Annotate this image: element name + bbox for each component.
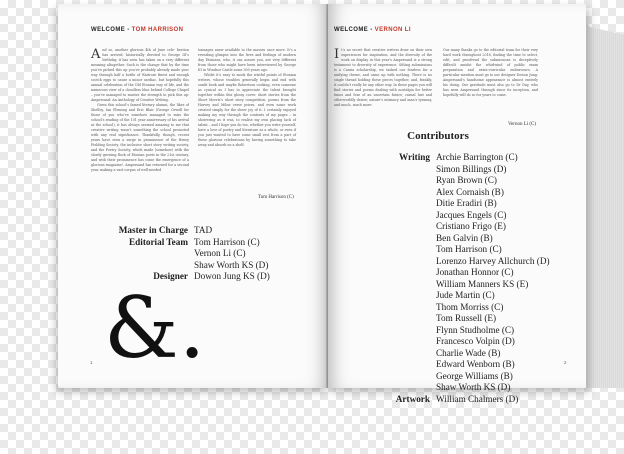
contributor-name: Ben Galvin (B) (436, 232, 493, 243)
contributor-name: Francesco Volpin (D) (436, 336, 515, 346)
contributor-name: Jonathan Honnor (C) (436, 267, 514, 277)
masthead-credits (78, 225, 318, 283)
contributor-name: William Chalmers (D) (436, 393, 519, 404)
ampersand-logo: &. (104, 279, 206, 377)
contributor-name: George Williams (B) (436, 370, 513, 381)
contributor-name: William Manners KS (E) (436, 278, 529, 289)
credit-names (194, 225, 318, 237)
contributor-name: Archie Barrington (C) (436, 152, 518, 162)
page-number-left: 1 (90, 360, 93, 365)
contributor-name: Tom Harrison (C) (436, 244, 502, 254)
credit-role: Designer (153, 271, 188, 281)
left-col2-para-2: Whilst it’s easy to mock the wistful points of Etonian writers, whose troubles generally begin and end with sunlit book and maybe Robertson cooking, even someone as cynical as I has to appreciate the talent brought together within this glossy cover: short stories from the Short Morris’s short story competition, poems from the Harvey and Milne verse prizes, and even some work created simply for the sheer joy of it. I certainly enjoyed making my way through the contents of my pages – in showering as it was, to realise my own placing lack of talent – and I hope you do too, whether you write yourself, have a love of poetry and literature as a whole, or even if you just wanted to have some small rest from a part of these glorious celebrations by having something to take away and absorb on a shelf. (198, 73, 296, 147)
contributor-name: Ditie Eradiri (B) (436, 198, 497, 208)
credit-role: Master in Charge (118, 225, 188, 235)
left-header-author: TOM HARRISON (131, 27, 184, 33)
right-dropcap: I (334, 47, 340, 62)
credit-row-master (78, 225, 318, 237)
contributors-title: Contributors (407, 130, 469, 142)
right-column-1 (334, 48, 432, 108)
contributor-name: Ryan Brown (C) (436, 175, 497, 185)
right-signature: Vernon Li (C) (508, 122, 537, 127)
left-dropcap: A (91, 47, 101, 62)
right-header-author: VERNON LI (374, 27, 411, 33)
contributor-name: Cristiano Frigo (E) (436, 221, 506, 231)
contrib-row-artwork (334, 394, 584, 406)
left-col2-para-1: tonnages anew available to the masses once more. It’s a revealing glimpse into the lives and feelings of modern day Etonians, who, it can assure you, are very different from those who might have been interviewed by George III in Windsor Castle some 300 years ago. (198, 48, 296, 72)
left-column-1 (91, 48, 189, 173)
right-header-prefix: WELCOME - (334, 27, 375, 33)
left-col1-para-2: Given this school’s famed literary alumni, the likes of Shelley, Ian Fleming and Eric Blair (George Orwell for those of you who’ve somehow managed to miss the school’s reading of the 101 year anniversary of his arrival at the school), it has always seemed amazing to me that creative writing wasn’t something the school promoted with any real significance. Thankfully, though, recent years have seen a surge in prominence of the Henry Fielding Society, the inclusive short story writing society, and the Poetry Society, which made (somehow) with the slowly growing flock of Etonian poets in the 21st century, and with their prominence has come the emergence of a glorious magazine!. Ampersand has returned for a second year, making a vast corpus of well-needed (91, 103, 189, 172)
contributor-name: Thom Morriss (C) (436, 301, 504, 312)
open-magazine (40, 2, 582, 404)
contributor-name: Jacques Engels (C) (436, 209, 507, 220)
page-edges (580, 12, 624, 388)
contrib-row-writing (334, 152, 584, 394)
left-header-prefix: WELCOME - (91, 27, 132, 33)
contributors-list (334, 152, 584, 405)
right-page-header (334, 27, 411, 33)
credit-name: Vernon Li (C) (194, 248, 246, 258)
credit-name: TAD (194, 225, 213, 235)
contributor-name: Edward Wenborn (B) (436, 359, 515, 369)
contrib-names (436, 152, 584, 394)
left-column-2 (198, 48, 296, 148)
left-page (58, 4, 328, 388)
contrib-role: Artwork (395, 393, 430, 404)
contributor-name: Tom Russell (E) (436, 313, 497, 323)
contributor-name: Lorenzo Harvey Allchurch (D) (436, 255, 550, 266)
credit-name: Shaw Worth KS (D) (194, 259, 269, 270)
credit-row-editorial (78, 237, 318, 272)
contrib-names (436, 394, 584, 406)
credit-role: Editorial Team (129, 236, 188, 247)
right-column-2 (443, 48, 538, 98)
credit-name: Tom Harrison (C) (194, 236, 260, 247)
contributor-name: Flynn Studholme (C) (436, 324, 515, 335)
right-col2-para-1: Our many thanks go to the editorial team for their very hard work throughout 2018, finding the time to select, edit, and proofread the submissions is deceptively difficult amidst the whirlwind of public exam preparation and extra-curricular endeavours. A particular mention must go to our designer Dowon Jung: Ampersand’s handsome appearance is almost entirely his doing. Our gratitude must also go to Dr Day, who has seen Ampersand through since its inception, and hopefully will do so for years to come. (443, 48, 538, 97)
contributor-name: Alex Cornaish (B) (436, 186, 504, 197)
contributor-name: Shaw Worth KS (D) (436, 382, 511, 392)
contributor-name: Simon Billings (D) (436, 163, 507, 174)
left-col1-para-1: nd so, another glorious 4th of June cele- bration has arrived, historically devoted to George III’s birthday, it has seen has taken on a very different meaning altogether. Such is the change that by the time you’ve picked this up you’ve probably already made your way through half a bottle of Waitrose finest and enough scotch eggs to cause a minor cardiac, but hopefully this annual celebration of the Old Etonian way of life, and the numerous view of a cloudless blue behind College Chapel – you’ve managed to muster the strength to pick this up: Ampersand: An Anthology of Creative Writing. (91, 48, 189, 102)
credit-name: Dowon Jung KS (D) (194, 271, 270, 281)
credit-names (194, 237, 318, 272)
left-signature: Tom Harrison (C) (258, 195, 294, 200)
contributor-name: Jude Martin (C) (436, 290, 495, 300)
right-col1-para-1: t’s no secret that creative writers draw on their own experiences for inspiration, and the diversity of the work on display in this year’s Ampersand is a strong testament to diversity of experience. Sifting submissions is a Cassia scholarship, we tasked our fearless for a unifying theme, and came up with nothing. There is no single thread holding these pieces together, and, frankly, it couldn’t really be any other way. In these pages you will find stories and poems dealing with nostalgia for better times and fear of an uncertain future; carnal lust and otherworldly desire; nature’s intimacy and man’s tyranny, and much, much more. (334, 48, 432, 107)
right-page (328, 4, 586, 404)
contrib-role: Writing (399, 152, 430, 162)
credit-names (194, 271, 318, 283)
page-number-right: 2 (564, 360, 567, 365)
contributor-name: Charlie Wade (B) (436, 347, 501, 358)
left-page-header (91, 27, 183, 33)
